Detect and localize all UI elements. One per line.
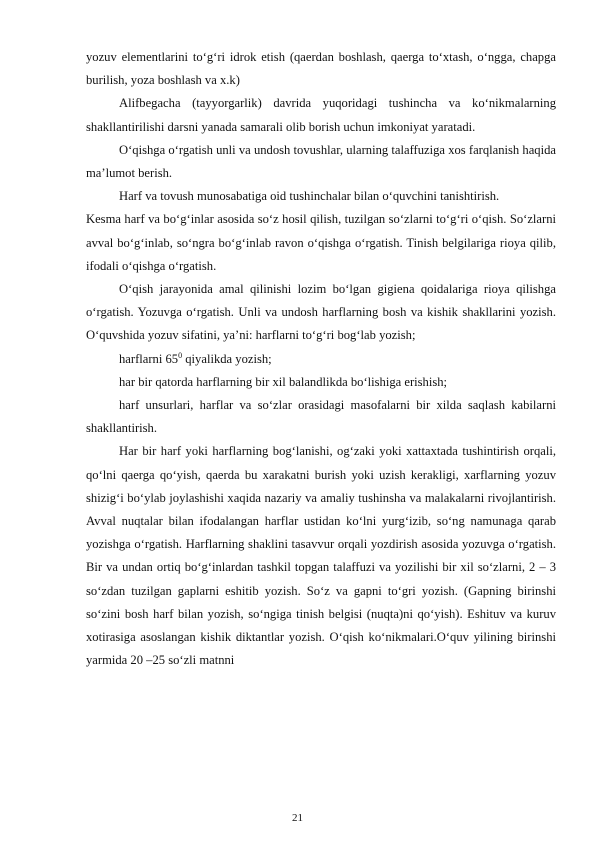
paragraph-3: O‘qishga o‘rgatish unli va undosh tovushlar, ularning talaffuziga xos farqlanish haqida ma’lumot berish. [86,142,556,181]
paragraph-7 [86,348,556,371]
paragraph-6: O‘qish jarayonida amal qilinishi lozim bo‘lgan gigiena qoidalariga rioya qilishga o‘rgatish. Yozuvga o‘rgatish. Unli va undosh harflarning bosh va kishik shakllarini yozish. O‘quvshida yozuv sifatini, ya’ni: harflarni to‘g‘ri bog‘lab yozish; [86,282,556,343]
paragraph-5: Kesma harf va bo‘g‘inlar asosida so‘z hosil qilish, tuzilgan so‘zlarni to‘g‘ri o‘qish. So‘zlarni avval bo‘g‘inlab, so‘ngra bo‘g‘inlab ravon o‘qishga o‘rgatish. Tinish belgilariga rioya qilib, ifodali o‘qishga o‘rgatish. [86,212,556,273]
paragraph-8: har bir qatorda harflarning bir xil balandlikda bo‘lishiga erishish; [119,374,448,389]
paragraph-2: Alifbegacha (tayyorgarlik) davrida yuqoridagi tushincha va ko‘nikmalarning shakllantirilishi darsni yanada samarali olib borish uchun imkoniyat yaratadi. [86,96,556,134]
paragraph-1: yozuv elementlarini to‘g‘ri idrok etish (qaerdan boshlash, qaerga to‘xtash, o‘ngga, chapga burilish, yoza boshlash va x.k) [86,50,556,88]
paragraph-7-text: harflarni 65 [119,351,179,366]
page-number: 21 [292,812,303,824]
degree-superscript: 0 [178,350,183,360]
paragraph-9: harf unsurlari, harflar va so‘zlar orasidagi masofalarni bir xilda saqlash kabilarni shakllantirish. [86,398,556,436]
paragraph-10: Har bir harf yoki harflarning bog‘lanishi, og‘zaki yoki xattaxtada tushintirish orqali, qo‘lni qaerga qo‘yish, qaerda bu xarakatni burish yoki uzish kerakligi, xarflarning yozuv shizig‘i bo‘ylab joylashishi xaqida nazariy va amaliy tushinsha va malakalarni rivojlantirish. Avval nuqtalar bilan ifodalangan harflar ustidan ko‘lni yurg‘izib, so‘ng namunaga qarab yozishga o‘rgatish. Harflarning shaklini tasavvur orqali yozdirish asosida yozuvga o‘rgatish. Bir va undan ortiq bo‘g‘inlardan tashkil topgan talaffuzi va yozilishi bir xil so‘zlarni, 2 – 3 so‘zdan tuzilgan gaplarni eshitib yozish. So‘z va gapni to‘gri yozish. (Gapning birinshi so‘zini bosh harf bilan yozish, so‘ngiga tinish belgisi (nuqta)ni qo‘yish). Eshituv va kuruv xotirasiga asoslangan kishik diktantlar yozish. O‘qish ko‘nikmalari.O‘quv yilining birinshi yarmida 20 –25 so‘zli matnni [86,444,556,668]
paragraph-7-tail: qiyalikda yozish; [182,351,272,366]
paragraph-4: Harf va tovush munosabatiga oid tushinchalar bilan o‘quvchini tanishtirish. [119,189,500,204]
text-body [86,46,556,672]
